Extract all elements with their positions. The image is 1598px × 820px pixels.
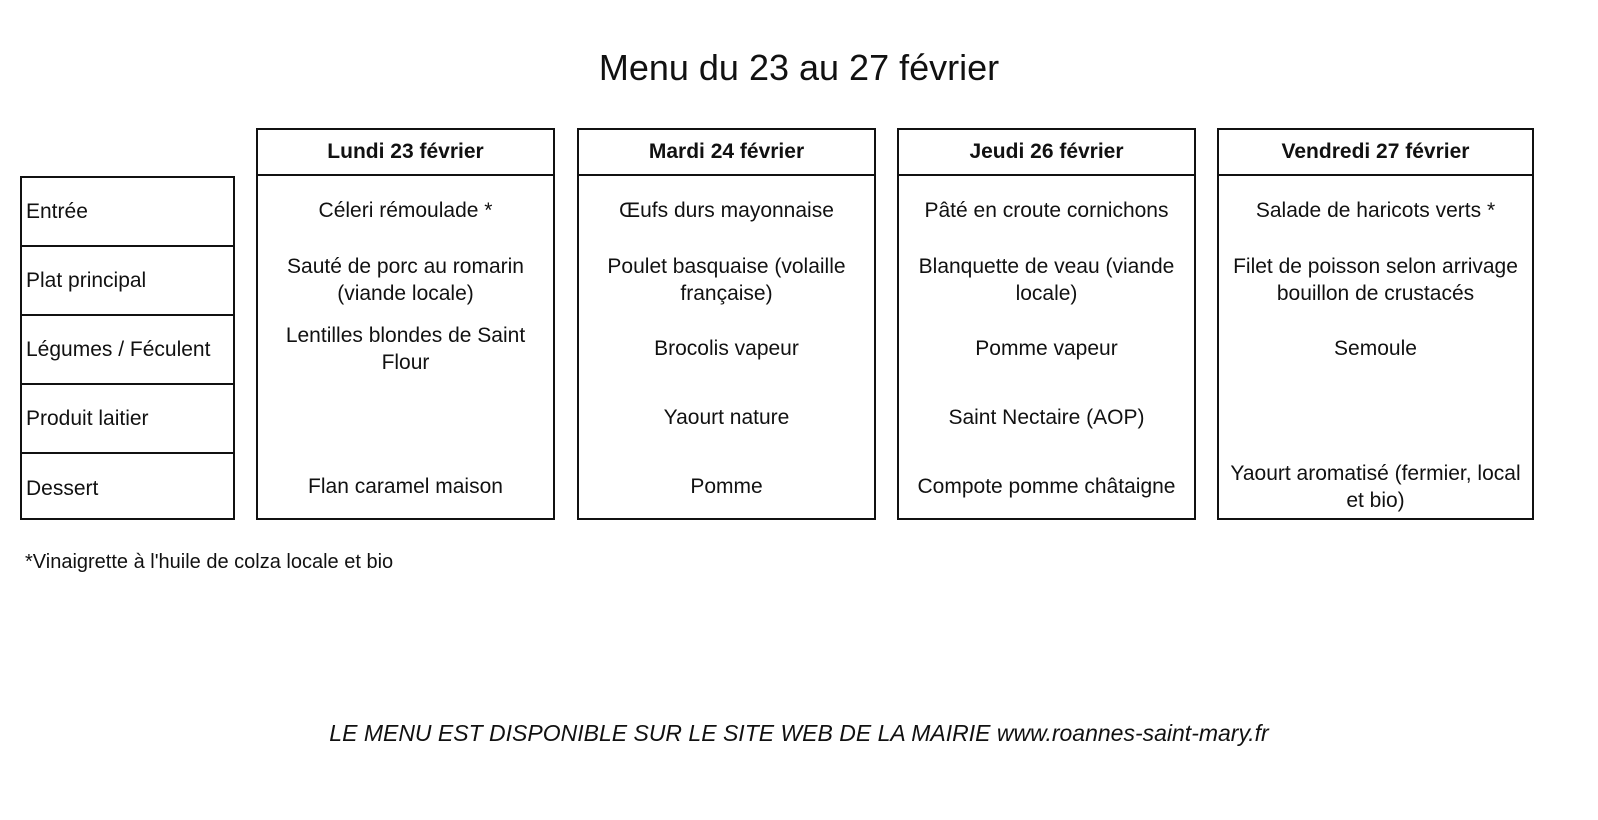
dish-laitier: Saint Nectaire (AOP) bbox=[948, 406, 1145, 429]
category-dessert: Dessert bbox=[26, 476, 99, 500]
day-column-jeudi bbox=[897, 128, 1196, 520]
day-header: Vendredi 27 février bbox=[1219, 130, 1532, 176]
dish-plat: Poulet basquaise (volaille française) bbox=[607, 254, 846, 305]
dish-legumes: Pomme vapeur bbox=[975, 337, 1118, 360]
category-plat-principal: Plat principal bbox=[22, 247, 233, 316]
dish-entree: Salade de haricots verts * bbox=[1255, 199, 1496, 222]
day-column-lundi bbox=[256, 128, 555, 520]
dish-plat: Sauté de porc au romarin (viande locale) bbox=[287, 254, 524, 305]
category-legumes-feculent: Légumes / Féculent bbox=[22, 316, 233, 385]
dish-laitier bbox=[1219, 383, 1532, 452]
menu-title: Menu du 23 au 27 février bbox=[598, 47, 1000, 88]
footnote: *Vinaigrette à l'huile de colza locale et bio bbox=[25, 551, 394, 573]
dish-dessert: Pomme bbox=[690, 475, 763, 498]
day-column-vendredi bbox=[1217, 128, 1534, 520]
dish-entree: Œufs durs mayonnaise bbox=[619, 199, 834, 222]
website-notice: LE MENU EST DISPONIBLE SUR LE SITE WEB DE LA MAIRIE www.roannes-saint-mary.fr bbox=[329, 720, 1269, 746]
dish-dessert: Yaourt aromatisé (fermier, local et bio) bbox=[1230, 461, 1521, 512]
category-produit-laitier: Produit laitier bbox=[22, 385, 233, 454]
dish-dessert: Flan caramel maison bbox=[308, 475, 503, 498]
day-header: Mardi 24 février bbox=[579, 130, 874, 176]
category-entree: Entrée bbox=[22, 178, 233, 247]
dish-entree: Pâté en croute cornichons bbox=[924, 199, 1169, 222]
day-header: Lundi 23 février bbox=[258, 130, 553, 176]
day-header: Jeudi 26 février bbox=[899, 130, 1194, 176]
dish-legumes: Brocolis vapeur bbox=[654, 337, 799, 360]
dish-dessert: Compote pomme châtaigne bbox=[917, 475, 1176, 498]
dish-plat: Filet de poisson selon arrivage bouillon de crustacés bbox=[1233, 254, 1518, 305]
dish-legumes: Semoule bbox=[1334, 337, 1417, 360]
category-column bbox=[20, 176, 235, 520]
dish-laitier bbox=[258, 383, 553, 452]
dish-laitier: Yaourt nature bbox=[663, 406, 790, 429]
dish-plat: Blanquette de veau (viande locale) bbox=[918, 254, 1175, 305]
day-column-mardi bbox=[577, 128, 876, 520]
dish-legumes: Lentilles blondes de Saint Flour bbox=[285, 323, 526, 374]
dish-entree: Céleri rémoulade * bbox=[318, 199, 493, 222]
